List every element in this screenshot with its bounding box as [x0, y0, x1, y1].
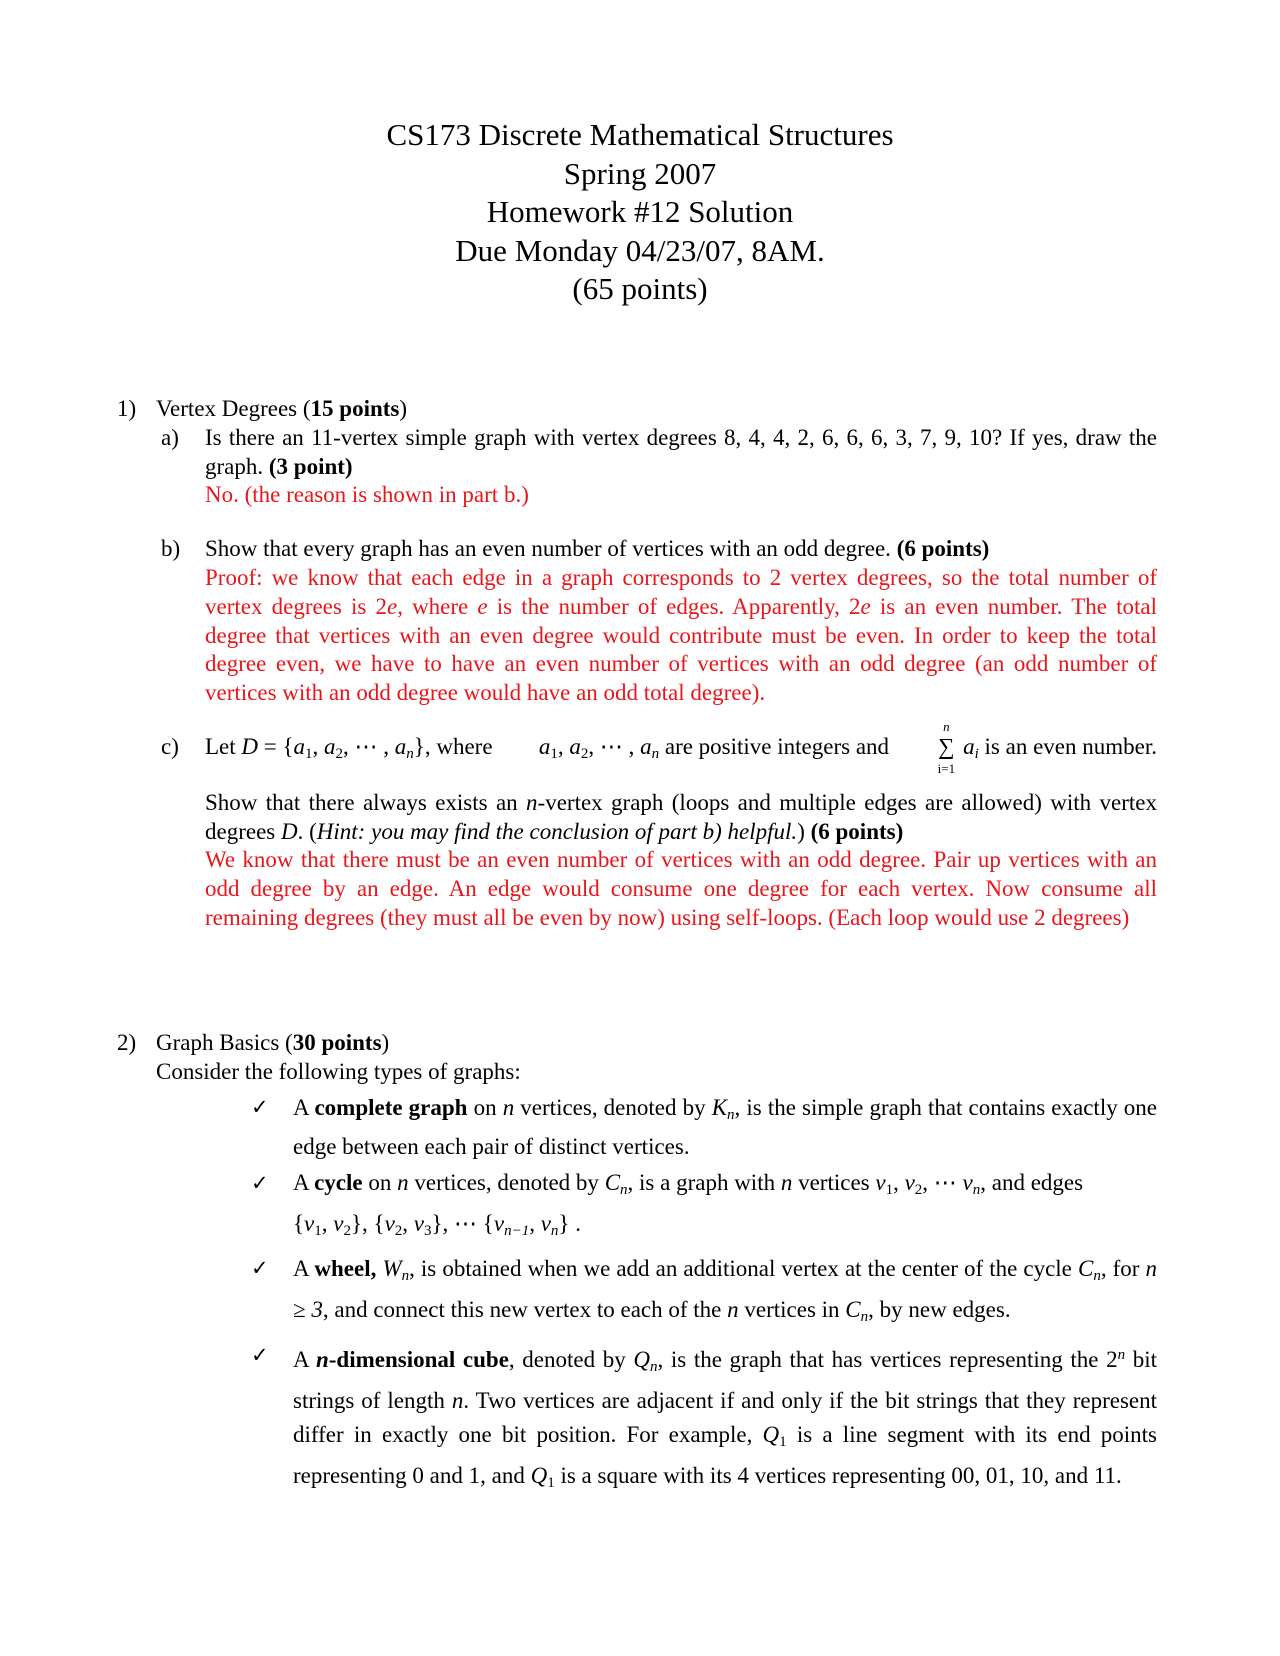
cycle-edges-formula: {$v_1$, $v_2$}, {$v_2$, $v_3$}, ⋯ {$v_{n-1}$, $v_n$} . [293, 1211, 581, 1240]
points-label: (3 point) [268, 453, 353, 479]
question-1b [117, 535, 1157, 708]
points-label: (6 points) [896, 536, 990, 562]
checkmark-icon: ✓ [251, 1095, 269, 1120]
part-label: a) [161, 424, 179, 450]
question-text: Is there an 11-vertex simple graph with vertex degrees 8, 4, 4, 2, 6, 6, 6, 3, 7, 9, 10? If yes, draw the graph. (3 point) [205, 424, 1157, 479]
list-item-complete-graph: ✓ A complete graph on n vertices, denoted by $K_n$, is the simple graph that contains exactly one edge between each pair of distinct vertices. [293, 1092, 1157, 1162]
summation-formula: n ∑ i=1 [937, 718, 956, 776]
question-1-heading: 1) Vertex Degrees (15 points) [117, 395, 1157, 424]
answer-text: We know that there must be an even number of vertices with an odd degree. Pair up vertices with an odd degree by an edge. An edge would consume one degree for each vertex. Now consume all remaining degrees (they must all be even by now) using self-loops. (Each loop would use 2 degrees) [205, 847, 1157, 930]
part-label: c) [161, 733, 179, 759]
question-number: 1) [117, 396, 137, 421]
question-text-line2: Show that there always exists an n-vertex graph (loops and multiple edges are allowed) with vertex degrees D. (Hint: you may find the conclusion of part b) helpful.) (6 points) [205, 789, 1157, 844]
course-title: CS173 Discrete Mathematical Structures [386, 117, 894, 152]
checkmark-icon: ✓ [251, 1171, 269, 1196]
answer-text: Proof: we know that each edge in a graph corresponds to 2 vertex degrees, so the total number of vertex degrees is 2e, where e is the number of edges. Apparently, 2e is an even number. The total degree that vertices with an even degree would contribute must be even. In order to keep the total degree even, we have to have an even number of vertices with an odd degree (an odd number of vertices with an odd degree would have an odd total degree). [205, 564, 1158, 706]
graph-types-list [117, 1092, 1157, 1500]
question-intro: Consider the following types of graphs: [156, 1058, 521, 1084]
set-d-formula: $D = \{a_1$, $a_2$, ⋯ , $a_n$} [241, 733, 425, 762]
question-1c [117, 718, 1157, 933]
checkmark-icon: ✓ [251, 1343, 269, 1368]
question-1a [117, 424, 1157, 510]
sequence-formula: $a_1$, $a_2$, ⋯ , $a_n$ are positive integers and [538, 733, 890, 762]
list-item-cycle: ✓ A cycle on n vertices, denoted by $C_n$, is a graph with n vertices $v_1$, $v_2$, ⋯ $v_n$, and edges {$v_1$, $v_2$}, {$v_2$, $v_3$}, ⋯ {$v_{n-1}$, $v_n$} . [293, 1166, 1157, 1248]
list-item-wheel: ✓ A wheel, $W_n$, is obtained when we add an additional vertex at the center of the cycle $C_n$, for n ≥ 3, and connect this new vertex to each of the n vertices in $C_n$, by new edges. [293, 1252, 1157, 1334]
part-label: b) [161, 536, 181, 562]
homework-title: Homework #12 Solution [486, 194, 794, 229]
document-header [0, 116, 1280, 309]
semester: Spring 2007 [563, 155, 717, 191]
question-text-line1: Let $D = \{a_1$, $a_2$, ⋯ , $a_n$}, where $a_1$, $a_2$, ⋯ , $a_n$ are positive integers and n ∑ i=1 $a_i$ is an even number. [205, 718, 1157, 776]
checkmark-icon: ✓ [251, 1256, 269, 1281]
question-2-heading: 2) Graph Basics (30 points) Consider the following types of graphs: [117, 1029, 1157, 1087]
total-points: (65 points) [572, 271, 708, 306]
points-label: (6 points) [810, 818, 904, 844]
question-text: Show that every graph has an even number of vertices with an odd degree. (6 points) [205, 536, 990, 562]
due-date: Due Monday 04/23/07, 8AM. [455, 232, 825, 268]
document-body [117, 395, 1157, 1504]
answer-text: No. (the reason is shown in part b.) [205, 482, 529, 508]
question-number: 2) [117, 1029, 137, 1055]
list-item-n-cube: ✓ A n-dimensional cube, denoted by $Q_n$, is the graph that has vertices representing the 2$^n$ bit strings of length n. Two vertices are adjacent if and only if the bit strings that they represent differ in exactly one bit position. For example, $Q_1$ is a line segment with its end points representing 0 and 1, and $Q_1$ is a square with its 4 vertices representing 00, 01, 10, and 11. [293, 1338, 1157, 1500]
